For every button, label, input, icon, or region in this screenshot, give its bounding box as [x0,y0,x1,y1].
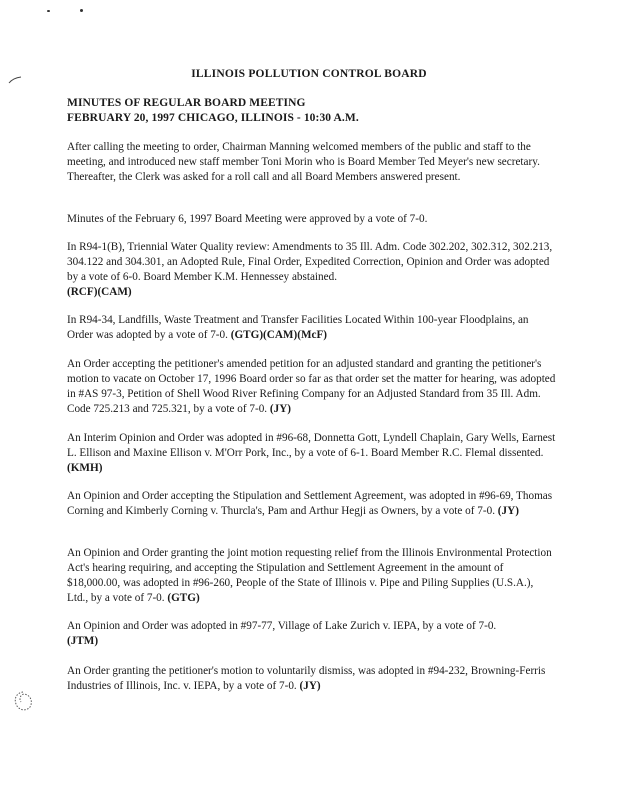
minutes-heading: MINUTES OF REGULAR BOARD MEETING [67,97,306,109]
paragraph-96-68 [67,431,557,476]
staff-initials: (JY) [497,505,519,517]
paragraph-text: In R94-1(B), Triennial Water Quality review: Amendments to 35 Ill. Adm. Code 302.202, 302.312, 302.213, 304.122 and 304.301, an Adopted Rule, Final Order, Expedited Correction, Opinion and Order was adopted by a vote of 6-0. Board Member K.M. Hennessey abstained. [67,241,553,283]
staff-initials: (JY) [269,403,292,415]
paragraph-text: An Interim Opinion and Order was adopted in #96-68, Donnetta Gott, Lyndell Chaplain, Gary Wells, Earnest L. Ellison and Maxine Ellison v. M'Orr Pork, Inc., by a vote of 6-1. Board Member R.C. Flemal dissented. [67,432,556,459]
paragraph-text: An Opinion and Order granting the joint motion requesting relief from the Illinois Environmental Protection Act's hearing requiring, and accepting the Stipulation and Settlement Agreement in the amount of $18,000.00, was adopted in #96-260, People of the State of Illinois v. Pipe and Piling Supplies (U.S.A.), Ltd., by a vote of 7-0. [67,547,552,604]
hole-punch-mark [12,690,34,714]
paragraph-opening [67,140,557,185]
scan-speck [47,10,50,12]
paragraph-text: An Order granting the petitioner's motion to voluntarily dismiss, was adopted in #94-232, Browning-Ferris Industries of Illinois, Inc. v. IEPA, by a vote of 7-0. [67,665,546,692]
staff-initials: (GTG)(CAM)(McF) [230,329,328,341]
paragraph-text: An Opinion and Order was adopted in #97-77, Village of Lake Zurich v. IEPA, by a vote of 7-0. [67,620,497,632]
staff-initials: (KMH) [67,462,103,474]
staff-initials: (RCF)(CAM) [67,286,132,298]
staff-initials: (JY) [299,680,321,692]
meeting-date-heading: FEBRUARY 20, 1997 CHICAGO, ILLINOIS - 10:30 A.M. [67,112,359,124]
scan-speck [80,9,83,12]
paragraph-97-77 [67,619,557,649]
paragraph-as97-3 [67,357,557,417]
paragraph-text: In R94-34, Landfills, Waste Treatment and Transfer Facilities Located Within 100-year Floodplains, an Order was adopted by a vote of 7-0. [67,314,529,341]
paragraph-text: An Opinion and Order accepting the Stipulation and Settlement Agreement, was adopted in #96-69, Thomas Corning and Kimberly Corning v. Thurcla's, Pam and Arthur Hegji as Owners, by a vote of 7-0. [67,490,553,517]
staff-initials: (GTG) [167,592,200,604]
paragraph-r94-34 [67,313,557,343]
paragraph-text: Minutes of the February 6, 1997 Board Meeting were approved by a vote of 7-0. [67,213,428,225]
paragraph-96-69 [67,489,557,519]
paragraph-minutes-approval [67,212,557,227]
paragraph-94-232 [67,664,557,694]
paragraph-text: An Order accepting the petitioner's amended petition for an adjusted standard and granting the petitioner's motion to vacate on October 17, 1996 Board order so far as that order set the matter for hearing, was adopted in #AS 97-3, Petition of Shell Wood River Refining Company for an Adjusted Standard from 35 Ill. Adm. Code 725.213 and 725.321, by a vote of 7-0. [67,358,556,415]
paragraph-r94-1b [67,240,557,300]
board-title: ILLINOIS POLLUTION CONTROL BOARD [191,68,427,80]
paragraph-text: After calling the meeting to order, Chairman Manning welcomed members of the public and staff to the meeting, and introduced new staff member Toni Morin who is Board Member Ted Meyer's new secretary. Thereafter, the Clerk was asked for a roll call and all Board Members answered present. [67,141,540,183]
staff-initials: (JTM) [67,635,99,647]
paragraph-96-260 [67,546,557,606]
